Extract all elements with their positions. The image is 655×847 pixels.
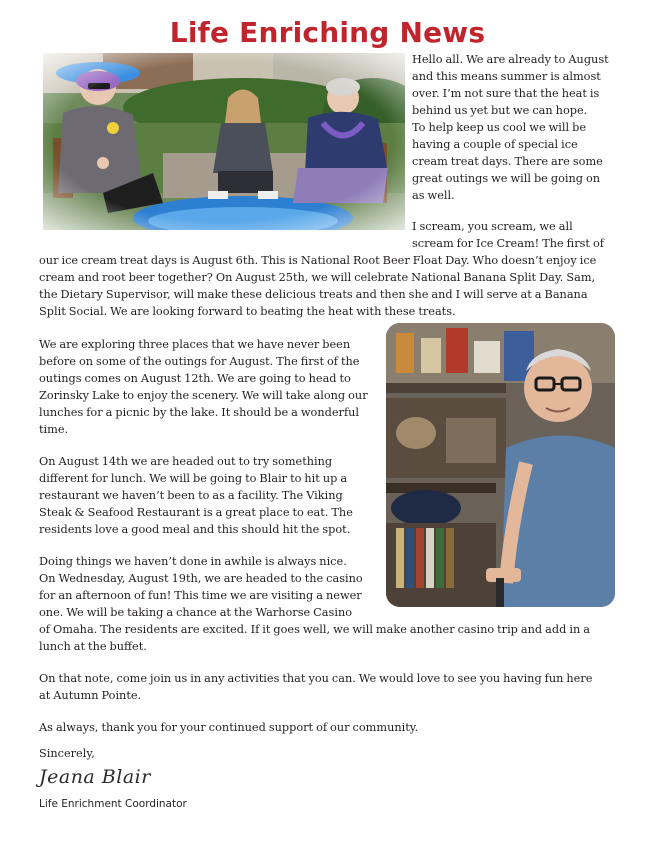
text-line: Steak & Seafood Restaurant is a great place to eat. The <box>39 506 353 519</box>
signer-role: Life Enrichment Coordinator <box>39 798 187 810</box>
text-line: To help keep us cool we will be <box>412 121 587 134</box>
text-line: having a couple of special ice <box>412 138 578 151</box>
text-line: time. <box>39 423 69 436</box>
text-line: the Dietary Supervisor, will make these delicious treats and then she and I will serve at a Banana <box>39 288 588 301</box>
text-line: and this means summer is almost <box>412 70 601 83</box>
text-line: at Autumn Pointe. <box>39 689 142 702</box>
text-line: cream treat days. There are some <box>412 155 603 168</box>
text-line: On Wednesday, August 19th, we are headed to the casino <box>39 572 363 585</box>
text-line: lunches for a picnic by the lake. It should be a wonderful <box>39 406 360 419</box>
residents-outdoor-photo <box>43 53 405 230</box>
text-line: one. We will be taking a chance at the Warhorse Casino <box>39 606 353 619</box>
intro-paragraph <box>412 51 647 204</box>
text-line: of Omaha. The residents are excited. If it goes well, we will make another casino trip and add in a <box>39 623 590 636</box>
text-line: We are exploring three places that we have never been <box>39 338 351 351</box>
text-line: On August 14th we are headed out to try something <box>39 455 333 468</box>
text-line: as well. <box>412 189 455 202</box>
text-line: restaurant we haven’t been to as a facility. The Viking <box>39 489 343 502</box>
invitation-paragraph <box>39 670 649 704</box>
text-line: outings comes on August 12th. We are going to head to <box>39 372 351 385</box>
text-line: for an afternoon of fun! This time we are visiting a newer <box>39 589 362 602</box>
text-line: Doing things we haven’t done in awhile is always nice. <box>39 555 347 568</box>
outings-paragraph <box>39 336 384 438</box>
text-line: behind us yet but we can hope. <box>412 104 588 117</box>
text-line: over. I’m not sure that the heat is <box>412 87 600 100</box>
ice-cream-paragraph <box>39 252 649 320</box>
text-line: Zorinsky Lake to enjoy the scenery. We will take along our <box>39 389 368 402</box>
text-line: On that note, come join us in any activities that you can. We would love to see you having fun here <box>39 672 593 685</box>
resident-store-photo <box>386 323 615 607</box>
restaurant-paragraph <box>39 453 384 538</box>
thanks-paragraph <box>39 719 649 736</box>
text-line: great outings we will be going on <box>412 172 601 185</box>
text-line: our ice cream treat days is August 6th. This is National Root Beer Float Day. Who doesn’t enjoy ice <box>39 254 597 267</box>
text-line: lunch at the buffet. <box>39 640 147 653</box>
text-line: As always, thank you for your continued support of our community. <box>39 721 419 734</box>
text-line: before on some of the outings for August. The first of the <box>39 355 360 368</box>
casino-paragraph-start <box>39 553 384 621</box>
text-line: residents love a good meal and this should hit the spot. <box>39 523 351 536</box>
page-title: Life Enriching News <box>169 16 486 49</box>
ice-cream-paragraph-start <box>412 218 647 252</box>
text-line: scream for Ice Cream! The first of <box>412 237 604 250</box>
text-line: different for lunch. We will be going to Blair to hit up a <box>39 472 348 485</box>
closing: Sincerely, <box>39 747 95 760</box>
text-line: cream and root beer together? On August 25th, we will celebrate National Banana Split Day. Sam, <box>39 271 596 284</box>
text-line: Hello all. We are already to August <box>412 53 609 66</box>
text-line: I scream, you scream, we all <box>412 220 573 233</box>
casino-paragraph <box>39 621 649 655</box>
signature: Jeana Blair <box>39 766 151 788</box>
text-line: Split Social. We are looking forward to beating the heat with these treats. <box>39 305 456 318</box>
